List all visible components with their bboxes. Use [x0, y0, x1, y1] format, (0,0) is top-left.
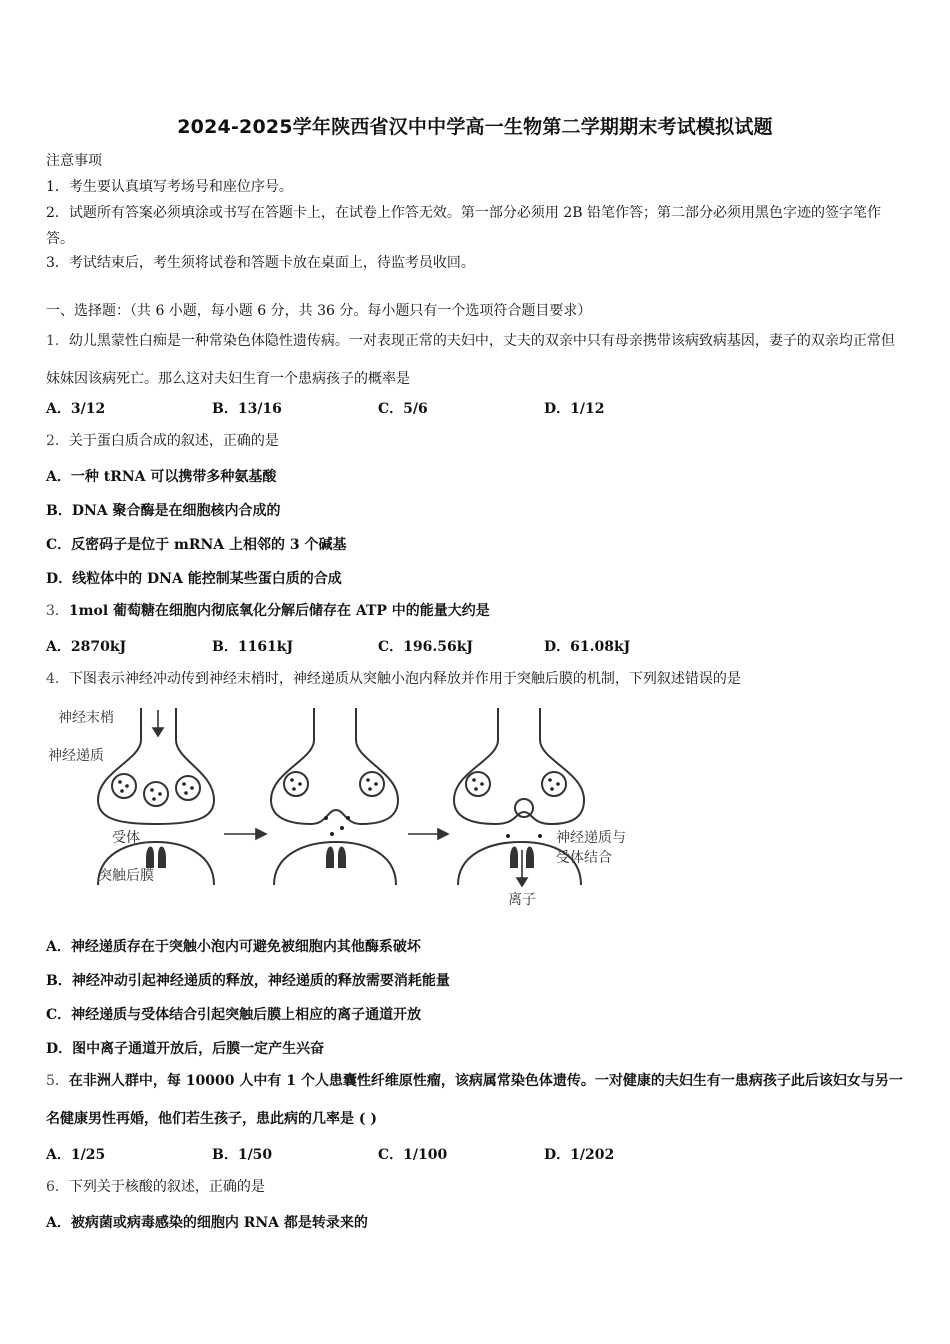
synapse-diagram — [46, 700, 666, 910]
vesicle — [284, 772, 308, 796]
vesicle — [112, 774, 136, 798]
q4-option-a: A．神经递质存在于突触小泡内可避免被细胞内其他酶系破坏 — [46, 939, 421, 955]
q1-option-b: B．13/16 — [212, 401, 282, 417]
vesicle — [176, 776, 200, 800]
question-stem: 下列关于核酸的叙述，正确的是 — [68, 1179, 265, 1195]
postsynaptic-membrane-2 — [274, 842, 396, 885]
q1-option-c: C．5/6 — [378, 401, 428, 417]
notice-item-3: 3．考试结束后，考生须将试卷和答题卡放在桌面上，待监考员收回。 — [46, 255, 475, 271]
q6-option-a: A．被病菌或病毒感染的细胞内 RNA 都是转录来的 — [46, 1215, 368, 1231]
label-neurotransmitter: 神经递质 — [48, 748, 104, 764]
receptor — [338, 846, 346, 868]
q5-option-a: A．1/25 — [46, 1147, 106, 1163]
exam-title: 2024-2025学年陕西省汉中中学高一生物第二学期期末考试模拟试题 — [177, 116, 773, 138]
vesicle — [360, 772, 384, 796]
question-stem: 在非洲人群中，每 10000 人中有 1 个人患囊性纤维原性瘤，该病属常染色体遗传。一对健康的夫妇生有一患病孩子此后该妇女与另一名健康男性再婚，他们若生孩子，患此病的几率是 ( ) — [46, 1073, 903, 1127]
q4-option-d: D．图中离子通道开放后，后膜一定产生兴奋 — [46, 1041, 325, 1057]
question-2 — [46, 432, 279, 450]
label-binding-2: 受体结合 — [556, 850, 612, 866]
question-stem: 幼儿黑蒙性白痴是一种常染色体隐性遗传病。一对表现正常的夫妇中，丈夫的双亲中只有母亲携带该病致病基因，妻子的双亲均正常但妹妹因该病死亡。那么这对夫妇生育一个患病孩子的概率是 — [46, 333, 895, 387]
question-stem: 下图表示神经冲动传到神经末梢时，神经递质从突触小泡内释放并作用于突触后膜的机制，下列叙述错误的是 — [68, 671, 741, 687]
label-ion: 离子 — [508, 892, 536, 908]
label-binding-1: 神经递质与 — [556, 830, 626, 846]
question-number: 5． — [46, 1073, 69, 1089]
question-5 — [46, 1062, 906, 1138]
label-postsynaptic: 突触后膜 — [98, 868, 154, 884]
question-6 — [46, 1178, 265, 1196]
q2-option-c: C．反密码子是位于 mRNA 上相邻的 3 个碱基 — [46, 537, 347, 553]
q2-option-d: D．线粒体中的 DNA 能控制某些蛋白质的合成 — [46, 571, 342, 587]
question-stem: 关于蛋白质合成的叙述，正确的是 — [68, 433, 279, 449]
q4-option-c: C．神经递质与受体结合引起突触后膜上相应的离子通道开放 — [46, 1007, 422, 1023]
q3-option-d: D．61.08kJ — [544, 639, 631, 655]
notice-item-1: 1．考生要认真填写考场号和座位序号。 — [46, 179, 293, 195]
q3-option-b: B．1161kJ — [212, 639, 294, 655]
receptor — [326, 846, 334, 868]
question-1 — [46, 322, 906, 398]
q3-option-a: A．2870kJ — [46, 639, 127, 655]
fused-vesicle — [515, 799, 533, 817]
question-3 — [46, 602, 490, 620]
label-receptor: 受体 — [112, 830, 140, 846]
q5-option-b: B．1/50 — [212, 1147, 273, 1163]
question-number: 6． — [46, 1179, 69, 1195]
q2-option-a: A．一种 tRNA 可以携带多种氨基酸 — [46, 469, 277, 485]
receptor — [158, 846, 166, 868]
q1-option-a: A．3/12 — [46, 401, 106, 417]
receptor — [510, 846, 518, 868]
q2-option-b: B．DNA 聚合酶是在细胞核内合成的 — [46, 503, 281, 519]
presynaptic-terminal-2 — [271, 708, 398, 824]
notice-item-2: 2．试题所有答案必须填涂或书写在答题卡上，在试卷上作答无效。第一部分必须用 2B 铅笔作答；第二部分必须用黑色字迹的签字笔作答。 — [46, 205, 881, 247]
vesicle — [144, 782, 168, 806]
label-nerve-ending: 神经末梢 — [58, 710, 114, 726]
question-number: 4． — [46, 671, 69, 687]
vesicle — [542, 772, 566, 796]
receptor — [526, 846, 534, 868]
section-heading: 一、选择题：（共 6 小题，每小题 6 分，共 36 分。每小题只有一个选项符合题目要求） — [46, 303, 592, 319]
question-number: 3． — [46, 603, 69, 619]
q1-option-d: D．1/12 — [544, 401, 605, 417]
question-stem: 1mol 葡萄糖在细胞内彻底氧化分解后储存在 ATP 中的能量大约是 — [68, 603, 490, 619]
question-4 — [46, 670, 741, 688]
vesicle — [466, 772, 490, 796]
notice-heading: 注意事项 — [46, 153, 102, 169]
presynaptic-terminal-3 — [454, 708, 584, 824]
q5-option-d: D．1/202 — [544, 1147, 615, 1163]
q5-option-c: C．1/100 — [378, 1147, 448, 1163]
question-number: 1． — [46, 333, 69, 349]
receptor — [146, 846, 154, 868]
question-number: 2． — [46, 433, 69, 449]
q4-option-b: B．神经冲动引起神经递质的释放，神经递质的释放需要消耗能量 — [46, 973, 450, 989]
q3-option-c: C．196.56kJ — [378, 639, 474, 655]
